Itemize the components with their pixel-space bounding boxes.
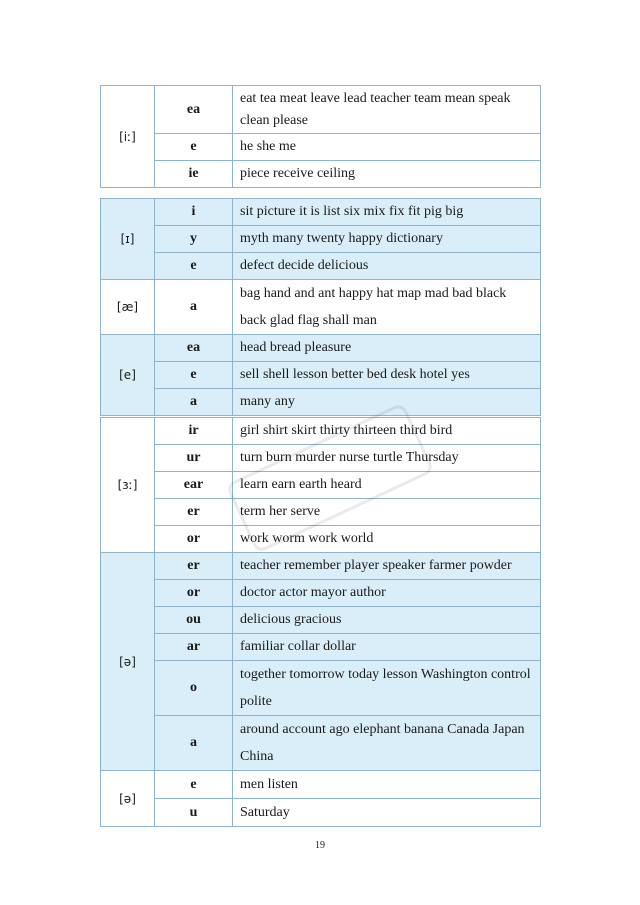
- words-cell: eat tea meat leave lead teacher team mean speak clean please: [233, 86, 541, 134]
- words-cell: Saturday: [233, 799, 541, 827]
- letters-cell: a: [155, 389, 233, 416]
- words-cell: teacher remember player speaker farmer powder: [233, 553, 541, 580]
- words-cell: around account ago elephant banana Canada Japan China: [233, 716, 541, 771]
- words-cell: sit picture it is list six mix fix fit pig big: [233, 199, 541, 226]
- phonics-table-1: [100, 85, 541, 188]
- phoneme-cell: [e]: [101, 335, 155, 416]
- phoneme-cell: [æ]: [101, 280, 155, 335]
- letters-cell: y: [155, 226, 233, 253]
- words-cell: delicious gracious: [233, 607, 541, 634]
- letters-cell: ou: [155, 607, 233, 634]
- words-cell: doctor actor mayor author: [233, 580, 541, 607]
- page-number: 19: [315, 840, 325, 851]
- letters-cell: a: [155, 280, 233, 335]
- letters-cell: a: [155, 716, 233, 771]
- words-cell: he she me: [233, 134, 541, 161]
- words-cell: term her serve: [233, 499, 541, 526]
- words-cell: defect decide delicious: [233, 253, 541, 280]
- letters-cell: ur: [155, 445, 233, 472]
- letters-cell: er: [155, 553, 233, 580]
- letters-cell: ie: [155, 161, 233, 188]
- words-cell: work worm work world: [233, 526, 541, 553]
- words-cell: together tomorrow today lesson Washington control polite: [233, 661, 541, 716]
- letters-cell: e: [155, 134, 233, 161]
- letters-cell: ar: [155, 634, 233, 661]
- phonics-table-2: [100, 198, 541, 416]
- words-cell: familiar collar dollar: [233, 634, 541, 661]
- letters-cell: e: [155, 253, 233, 280]
- words-cell: head bread pleasure: [233, 335, 541, 362]
- words-cell: learn earn earth heard: [233, 472, 541, 499]
- words-cell: many any: [233, 389, 541, 416]
- phonics-table-4: [100, 770, 541, 827]
- words-cell: piece receive ceiling: [233, 161, 541, 188]
- words-cell: myth many twenty happy dictionary: [233, 226, 541, 253]
- letters-cell: e: [155, 362, 233, 389]
- words-cell: sell shell lesson better bed desk hotel yes: [233, 362, 541, 389]
- words-cell: girl shirt skirt thirty thirteen third bird: [233, 418, 541, 445]
- letters-cell: ea: [155, 86, 233, 134]
- words-cell: men listen: [233, 771, 541, 799]
- phoneme-cell: [ɜː]: [101, 418, 155, 553]
- phoneme-cell: [ɪ]: [101, 199, 155, 280]
- letters-cell: i: [155, 199, 233, 226]
- words-cell: bag hand and ant happy hat map mad bad black back glad flag shall man: [233, 280, 541, 335]
- letters-cell: or: [155, 580, 233, 607]
- letters-cell: o: [155, 661, 233, 716]
- letters-cell: ir: [155, 418, 233, 445]
- phoneme-cell: [ə]: [101, 553, 155, 771]
- letters-cell: or: [155, 526, 233, 553]
- letters-cell: e: [155, 771, 233, 799]
- letters-cell: u: [155, 799, 233, 827]
- phoneme-cell: [iː]: [101, 86, 155, 188]
- phoneme-cell: [ə]: [101, 771, 155, 827]
- letters-cell: ea: [155, 335, 233, 362]
- letters-cell: er: [155, 499, 233, 526]
- letters-cell: ear: [155, 472, 233, 499]
- words-cell: turn burn murder nurse turtle Thursday: [233, 445, 541, 472]
